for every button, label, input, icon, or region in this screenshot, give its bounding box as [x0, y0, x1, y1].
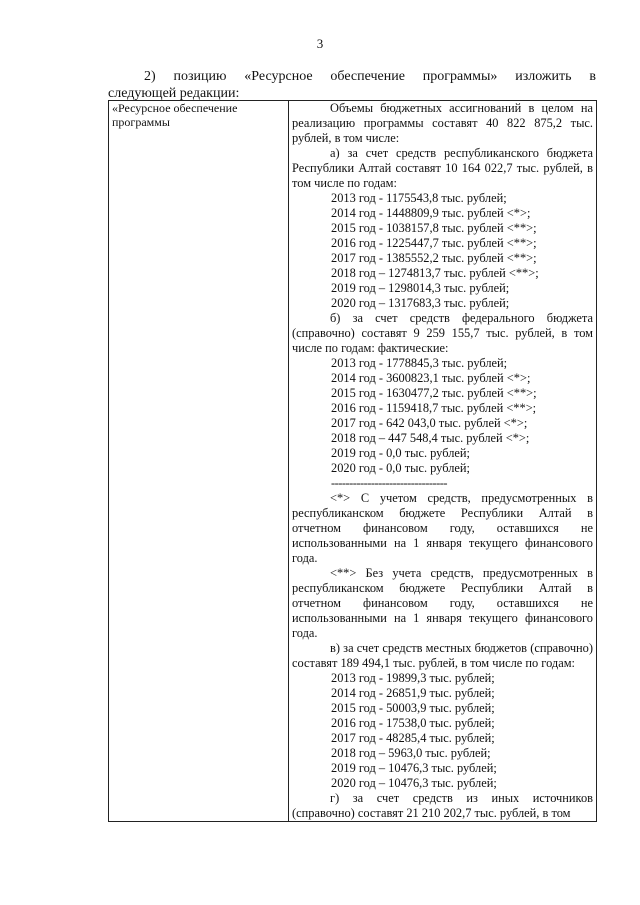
section-b-list: [292, 356, 593, 476]
list-item: 2016 год - 1225447,7 тыс. рублей <**>;: [331, 236, 537, 250]
section-b-paragraph: б) за счет средств федерального бюджета (справочно) составят 9 259 155,7 тыс. рублей, в том числе по годам: фактические:: [292, 311, 593, 355]
list-item: 2017 год - 48285,4 тыс. рублей;: [331, 731, 495, 745]
section-a-paragraph: а) за счет средств республиканского бюджета Республики Алтай составят 10 164 022,7 тыс. рублей, в том числе по годам:: [292, 146, 593, 190]
list-item: 2020 год - 0,0 тыс. рублей;: [331, 461, 470, 475]
row-label-cell: «Ресурсное обеспечение программы: [109, 101, 289, 822]
section-c-paragraph: в) за счет средств местных бюджетов (справочно) составят 189 494,1 тыс. рублей, в том числе по годам:: [292, 641, 593, 670]
list-item: 2015 год - 50003,9 тыс. рублей;: [331, 701, 495, 715]
list-item: 2015 год - 1038157,8 тыс. рублей <**>;: [331, 221, 537, 235]
list-item: 2013 год - 1175543,8 тыс. рублей;: [331, 191, 507, 205]
list-item: 2015 год - 1630477,2 тыс. рублей <**>;: [331, 386, 537, 400]
list-item: 2018 год – 447 548,4 тыс. рублей <*>;: [331, 431, 530, 445]
section-c-list: [292, 671, 593, 791]
row-content-cell: [289, 101, 597, 822]
list-item: 2020 год – 1317683,3 тыс. рублей;: [331, 296, 510, 310]
page-number: 3: [316, 36, 324, 51]
footnote-double-asterisk: <**> Без учета средств, предусмотренных в республиканском бюджете Республики Алтай в отчетном финансовом году, оставшихся не использованными на 1 января текущего финансового года.: [292, 566, 593, 640]
list-item: 2016 год - 1159418,7 тыс. рублей <**>;: [331, 401, 537, 415]
list-item: 2017 год - 1385552,2 тыс. рублей <**>;: [331, 251, 537, 265]
list-item: 2018 год – 1274813,7 тыс. рублей <**>;: [331, 266, 539, 280]
list-item: 2019 год - 0,0 тыс. рублей;: [331, 446, 470, 460]
list-item: 2018 год – 5963,0 тыс. рублей;: [331, 746, 491, 760]
list-item: 2014 год - 3600823,1 тыс. рублей <*>;: [331, 371, 531, 385]
list-item: 2016 год - 17538,0 тыс. рублей;: [331, 716, 495, 730]
footnote-separator: --------------------------------: [331, 476, 448, 490]
list-item: 2013 год - 1778845,3 тыс. рублей;: [331, 356, 508, 370]
list-item: 2020 год – 10476,3 тыс. рублей;: [331, 776, 497, 790]
footnote-single-asterisk: <*> С учетом средств, предусмотренных в республиканском бюджете Республики Алтай в отчетном финансовом году, оставшихся не использованными на 1 января текущего финансового года.: [292, 491, 593, 565]
list-item: 2014 год - 26851,9 тыс. рублей;: [331, 686, 495, 700]
list-item: 2014 год - 1448809,9 тыс. рублей <*>;: [331, 206, 531, 220]
table-row: [109, 101, 597, 822]
intro-paragraph: [108, 68, 596, 102]
section-a-list: [292, 191, 593, 311]
intro-line-2: следующей редакции:: [108, 86, 240, 101]
section-d-paragraph: г) за счет средств из иных источников (справочно) составят 21 210 202,7 тыс. рублей, в том: [292, 791, 593, 820]
total-paragraph: Объемы бюджетных ассигнований в целом на реализацию программы составят 40 822 875,2 тыс. рублей, в том числе:: [292, 101, 593, 145]
list-item: 2013 год - 19899,3 тыс. рублей;: [331, 671, 495, 685]
list-item: 2019 год – 10476,3 тыс. рублей;: [331, 761, 497, 775]
list-item: 2019 год – 1298014,3 тыс. рублей;: [331, 281, 510, 295]
resource-table: [108, 100, 597, 822]
intro-line-1: 2) позицию «Ресурсное обеспечение программы» изложить в: [144, 69, 596, 84]
list-item: 2017 год - 642 043,0 тыс. рублей <*>;: [331, 416, 528, 430]
